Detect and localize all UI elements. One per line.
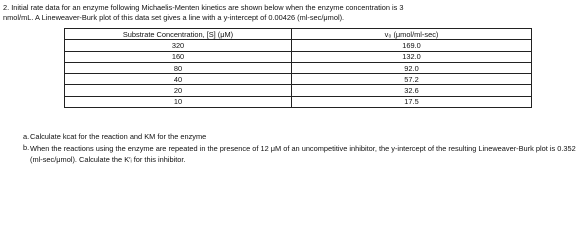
table-row [65, 96, 532, 107]
velocity-cell: 17.5 [292, 96, 532, 107]
velocity-cell: 92.0 [292, 62, 532, 73]
question-b-text: When the reactions using the enzyme are repeated in the presence of 12 μM of an uncompetitive inhibitor, the y-intercept of the resulting Lineweaver-Burk plot is 0.352 (ml-sec/μmol). Calculate the K′ᵢ for this inhibitor. [30, 144, 576, 164]
question-list [0, 132, 578, 165]
table-row [65, 40, 532, 51]
question-b-label: b. [23, 143, 30, 152]
table-row [65, 85, 532, 96]
problem-document [3, 3, 581, 23]
velocity-cell: 57.2 [292, 74, 532, 85]
table-row [65, 62, 532, 73]
velocity-cell: 132.0 [292, 51, 532, 62]
question-a-text: Calculate kcat for the reaction and KM for the enzyme [30, 132, 207, 141]
substrate-cell: 80 [65, 62, 292, 73]
problem-statement [3, 3, 581, 23]
substrate-cell: 320 [65, 40, 292, 51]
table-row [65, 74, 532, 85]
question-b [0, 143, 578, 165]
problem-line-1: 2. Initial rate data for an enzyme following Michaelis-Menten kinetics are shown below when the enzyme concentration is 3 [3, 3, 404, 12]
substrate-cell: 10 [65, 96, 292, 107]
velocity-cell: 32.6 [292, 85, 532, 96]
problem-line-2: nmol/mL. A Lineweaver-Burk plot of this data set gives a line with a y-intercept of 0.00426 (ml-sec/μmol). [3, 13, 345, 22]
substrate-concentration-header: Substrate Concentration, [S] (μM) [65, 29, 292, 40]
table-header-row [65, 29, 532, 40]
question-a-label: a. [23, 132, 30, 141]
rate-data-table [64, 28, 532, 108]
substrate-cell: 20 [65, 85, 292, 96]
substrate-cell: 40 [65, 74, 292, 85]
table-row [65, 51, 532, 62]
question-a [0, 132, 578, 142]
substrate-cell: 160 [65, 51, 292, 62]
velocity-cell: 169.0 [292, 40, 532, 51]
initial-velocity-header: v₀ (μmol/ml-sec) [292, 29, 532, 40]
